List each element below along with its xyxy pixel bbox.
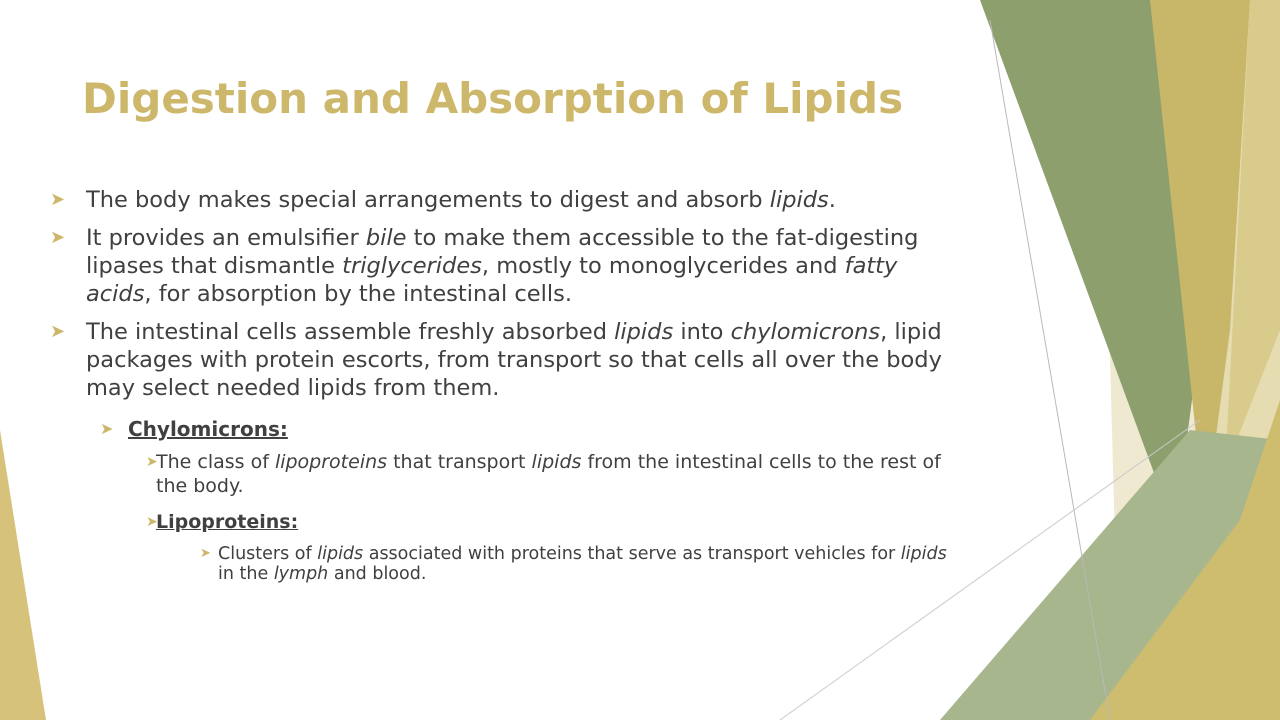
bullet-2: ➤ It provides an emulsifier bile to make them accessible to the fat-digesting lipases that dismantle triglycerides, mostly to monoglycerides and fatty acids, for absorption by the intestinal cells. — [50, 225, 919, 307]
slide-content — [50, 186, 960, 584]
bullet-3: ➤ The intestinal cells assemble freshly absorbed lipids into chylomicrons, lipid packages with protein escorts, from transport so that cells all over the body may select needed lipids from them. — [50, 319, 942, 401]
chylomicrons-definition: ➤ The class of lipoproteins that transport lipids from the intestinal cells to the rest of the body. — [146, 451, 941, 497]
arrow-bullet-icon: ➤ — [200, 546, 211, 561]
chylomicrons-heading: Chylomicrons: — [128, 417, 288, 441]
arrow-bullet-icon: ➤ — [50, 189, 66, 210]
arrow-bullet-icon: ➤ — [100, 419, 114, 438]
lipoproteins-definition: ➤ Clusters of lipids associated with proteins that serve as transport vehicles for lipids in the lymph and blood. — [200, 544, 947, 584]
arrow-bullet-icon: ➤ — [146, 514, 158, 530]
lipoproteins-heading: Lipoproteins: — [156, 511, 299, 533]
sub-bullet-lipoproteins — [50, 510, 960, 534]
bullet-1: ➤ The body makes special arrangements to digest and absorb lipids. — [50, 187, 836, 213]
sub-bullet-chylomicrons — [50, 416, 960, 442]
slide-title: Digestion and Absorption of Lipids — [82, 74, 904, 123]
arrow-bullet-icon: ➤ — [146, 454, 158, 470]
left-gold-strip — [0, 430, 46, 720]
arrow-bullet-icon: ➤ — [50, 227, 66, 248]
arrow-bullet-icon: ➤ — [50, 321, 66, 342]
